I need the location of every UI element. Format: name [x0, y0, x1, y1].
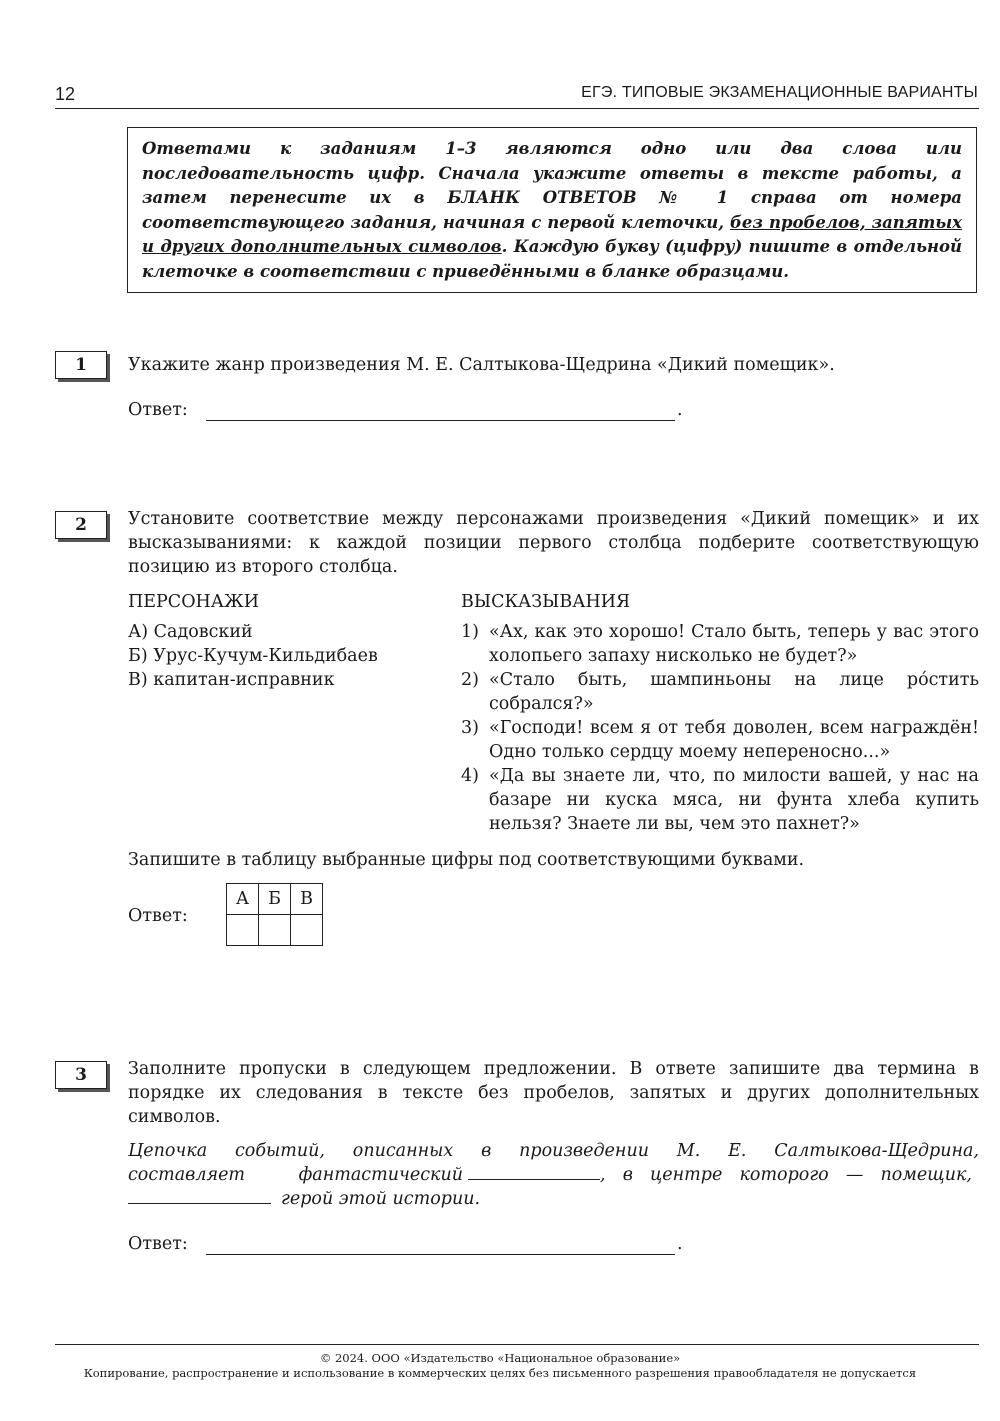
question-3-answer-label: Ответ: — [128, 1234, 188, 1254]
answer-table-header-a: А — [227, 884, 259, 915]
question-number-2: 2 — [55, 511, 107, 539]
statement-item — [461, 620, 979, 668]
answer-table-header-v: В — [291, 884, 323, 915]
statement-number: 4) — [461, 766, 479, 786]
question-1-text: Укажите жанр произведения М. Е. Салтыкова-Щедрина «Дикий помещик». — [128, 355, 835, 375]
question-2-table-instruction: Запишите в таблицу выбранные цифры под соответствующими буквами. — [128, 850, 805, 870]
statement-text: «Ах, как это хорошо! Стало быть, теперь у вас этого холопьего запаху нисколько не будет?» — [489, 622, 979, 666]
question-number-1: 1 — [55, 351, 107, 379]
question-3-text: Заполните пропуски в следующем предложении. В ответе запишите два термина в порядке их следования в тексте без пробелов, запятых и других дополнительных символов. — [128, 1059, 979, 1127]
footer-rule — [55, 1344, 979, 1345]
page-number: 12 — [55, 84, 76, 104]
statements-header: ВЫСКАЗЫВАНИЯ — [461, 592, 631, 612]
answer-cell-v[interactable] — [291, 915, 323, 946]
header-rule — [55, 108, 979, 109]
character-item: А) Садовский — [128, 622, 253, 642]
question-2-answer-label: Ответ: — [128, 906, 188, 926]
question-3-answer-period: . — [677, 1234, 683, 1254]
blank-field-2[interactable] — [128, 1187, 271, 1204]
statement-item — [461, 764, 979, 836]
question-number-3: 3 — [55, 1061, 107, 1089]
question-3-sentence-line-1 — [128, 1139, 979, 1163]
footer-copyright: © 2024. ООО «Издательство «Национальное образование» — [319, 1351, 681, 1365]
question-1-answer-field[interactable] — [206, 420, 675, 421]
sentence-part-1: Цепочка событий, описанных в произведении М. Е. Салтыкова-Щедрина, — [128, 1141, 979, 1161]
statement-text: «Стало быть, шампиньоны на лице ро́стить собрался?» — [489, 670, 979, 714]
character-item: Б) Урус-Кучум-Кильдибаев — [128, 646, 378, 666]
statement-number: 1) — [461, 622, 479, 642]
blank-field-1[interactable] — [468, 1163, 600, 1180]
character-item: В) капитан-исправник — [128, 670, 335, 690]
question-2-text: Установите соответствие между персонажами произведения «Дикий помещик» и их высказываниями: к каждой позиции первого столбца подберите соответствующую позицию из второго столбца. — [128, 509, 979, 577]
answer-cell-a[interactable] — [227, 915, 259, 946]
footer-notice: Копирование, распространение и использование в коммерческих целях без письменного разрешения правообладателя не допускается — [83, 1366, 917, 1380]
instructions-box — [127, 127, 977, 293]
question-1-answer-period: . — [677, 400, 683, 420]
running-header-title: ЕГЭ. ТИПОВЫЕ ЭКЗАМЕНАЦИОННЫЕ ВАРИАНТЫ — [581, 84, 978, 101]
statement-text: «Господи! всем я от тебя доволен, всем награждён! Одно только сердцу моему непереносно...» — [489, 718, 979, 762]
statement-item — [461, 716, 979, 764]
question-3-sentence-row-2-content — [128, 1163, 972, 1187]
instructions-text-2: . Каждую букву (цифру) пишите в отдельной клеточке в соответствии с приведёнными в бланке образцами. — [142, 237, 963, 281]
question-1-answer-label: Ответ: — [128, 400, 188, 420]
statement-text: «Да вы знаете ли, что, по милости вашей, у нас на базаре ни куска мяса, ни фунта хлеба купить нельзя? Знаете ли вы, чем это пахнет?» — [489, 766, 979, 834]
instructions-text-1: Ответами к заданиям 1–3 являются одно или два слова или последовательность цифр. Сначала укажите ответы в тексте работы, а затем перенесите их в БЛАНК ОТВЕТОВ № 1 справа от номера соответствующего задания, начиная с первой клеточки, — [142, 139, 962, 232]
statements-column — [461, 590, 979, 836]
instructions-underlined: без пробелов, запятых и других дополнительных символов — [142, 212, 963, 256]
sentence-lead: составляет фантастический — [128, 1165, 463, 1185]
statement-item — [461, 668, 979, 716]
answer-table — [226, 883, 323, 946]
characters-column — [128, 590, 438, 692]
sentence-part-2: , в центре которого — помещик, — [600, 1165, 972, 1185]
sentence-part-3: герой этой истории. — [281, 1189, 481, 1209]
statement-number: 3) — [461, 718, 479, 738]
answer-table-header-b: Б — [259, 884, 291, 915]
question-3-answer-field[interactable] — [206, 1254, 675, 1255]
question-3-sentence-row-3 — [128, 1187, 480, 1211]
statement-number: 2) — [461, 670, 479, 690]
answer-cell-b[interactable] — [259, 915, 291, 946]
characters-header: ПЕРСОНАЖИ — [128, 592, 259, 612]
